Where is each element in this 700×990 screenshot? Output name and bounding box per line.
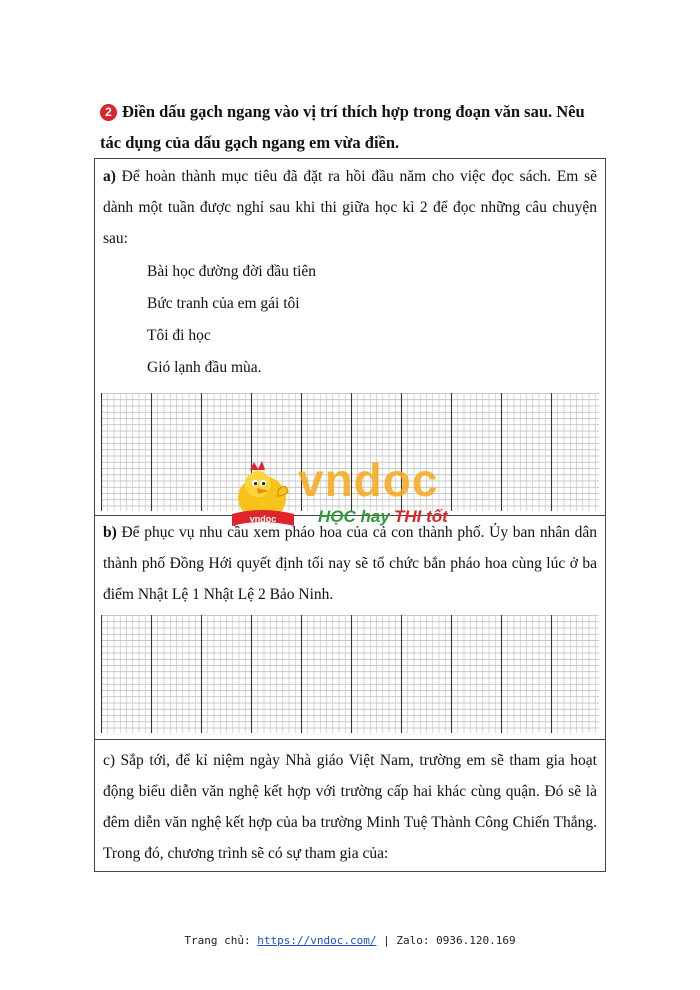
section-a-paragraph <box>103 161 597 254</box>
handwriting-grid-b[interactable] <box>101 615 599 733</box>
row-divider <box>95 739 605 740</box>
story-item: Tôi đi học <box>147 327 211 344</box>
slogan-part-1: HỌC hay <box>318 507 390 526</box>
vndoc-watermark-logo <box>228 456 478 528</box>
story-item: Gió lạnh đầu mùa. <box>147 359 262 376</box>
story-item: Bức tranh của em gái tôi <box>147 295 300 312</box>
section-b-paragraph <box>103 517 597 610</box>
section-c-text: c) Sắp tới, để kỉ niệm ngày Nhà giáo Việt Nam, trường em sẽ tham gia hoạt động biểu diễn văn nghệ kết hợp với trường cấp hai khác cùng quận. Đó sẽ là đêm diễn văn nghệ kết hợp của ba trường Minh Tuệ Thành Công Chiến Thắng. Trong đó, chương trình sẽ có sự tham gia của: <box>103 752 597 862</box>
badge-text: vndoc <box>249 514 277 524</box>
section-a-story-list <box>147 256 316 384</box>
footer-separator: | <box>383 934 390 947</box>
section-a-label: a) <box>103 168 116 185</box>
page-footer <box>0 934 700 947</box>
footer-home-label: Trang chủ: <box>184 934 251 947</box>
footer-zalo: Zalo: 0936.120.169 <box>396 934 516 947</box>
section-b-label: b) <box>103 524 117 541</box>
footer-home-link[interactable]: https://vndoc.com/ <box>257 934 377 947</box>
section-a-text: Để hoàn thành mục tiêu đã đặt ra hồi đầu năm cho việc đọc sách. Em sẽ dành một tuần được nghỉ sau khi thi giữa học kì 2 để đọc những câu chuyện sau: <box>103 168 597 247</box>
section-c-paragraph <box>103 745 597 869</box>
question-text: Điền dấu gạch ngang vào vị trí thích hợp trong đoạn văn sau. Nêu tác dụng của dấu gạch ngang em vừa điền. <box>100 102 585 152</box>
question-title <box>100 96 605 158</box>
question-number-badge: 2 <box>100 104 117 121</box>
story-item: Bài học đường đời đầu tiên <box>147 263 317 280</box>
section-b-text: Để phục vụ nhu cầu xem pháo hoa của cả con thành phố. Ủy ban nhân dân thành phố Đồng Hới quyết định tối nay sẽ tổ chức bắn pháo hoa cùng lúc ở ba điểm Nhật Lệ 1 Nhật Lệ 2 Bảo Ninh. <box>103 524 598 603</box>
brand-wordmark: vndoc <box>298 456 439 506</box>
slogan-part-2: THI tốt <box>394 507 448 526</box>
